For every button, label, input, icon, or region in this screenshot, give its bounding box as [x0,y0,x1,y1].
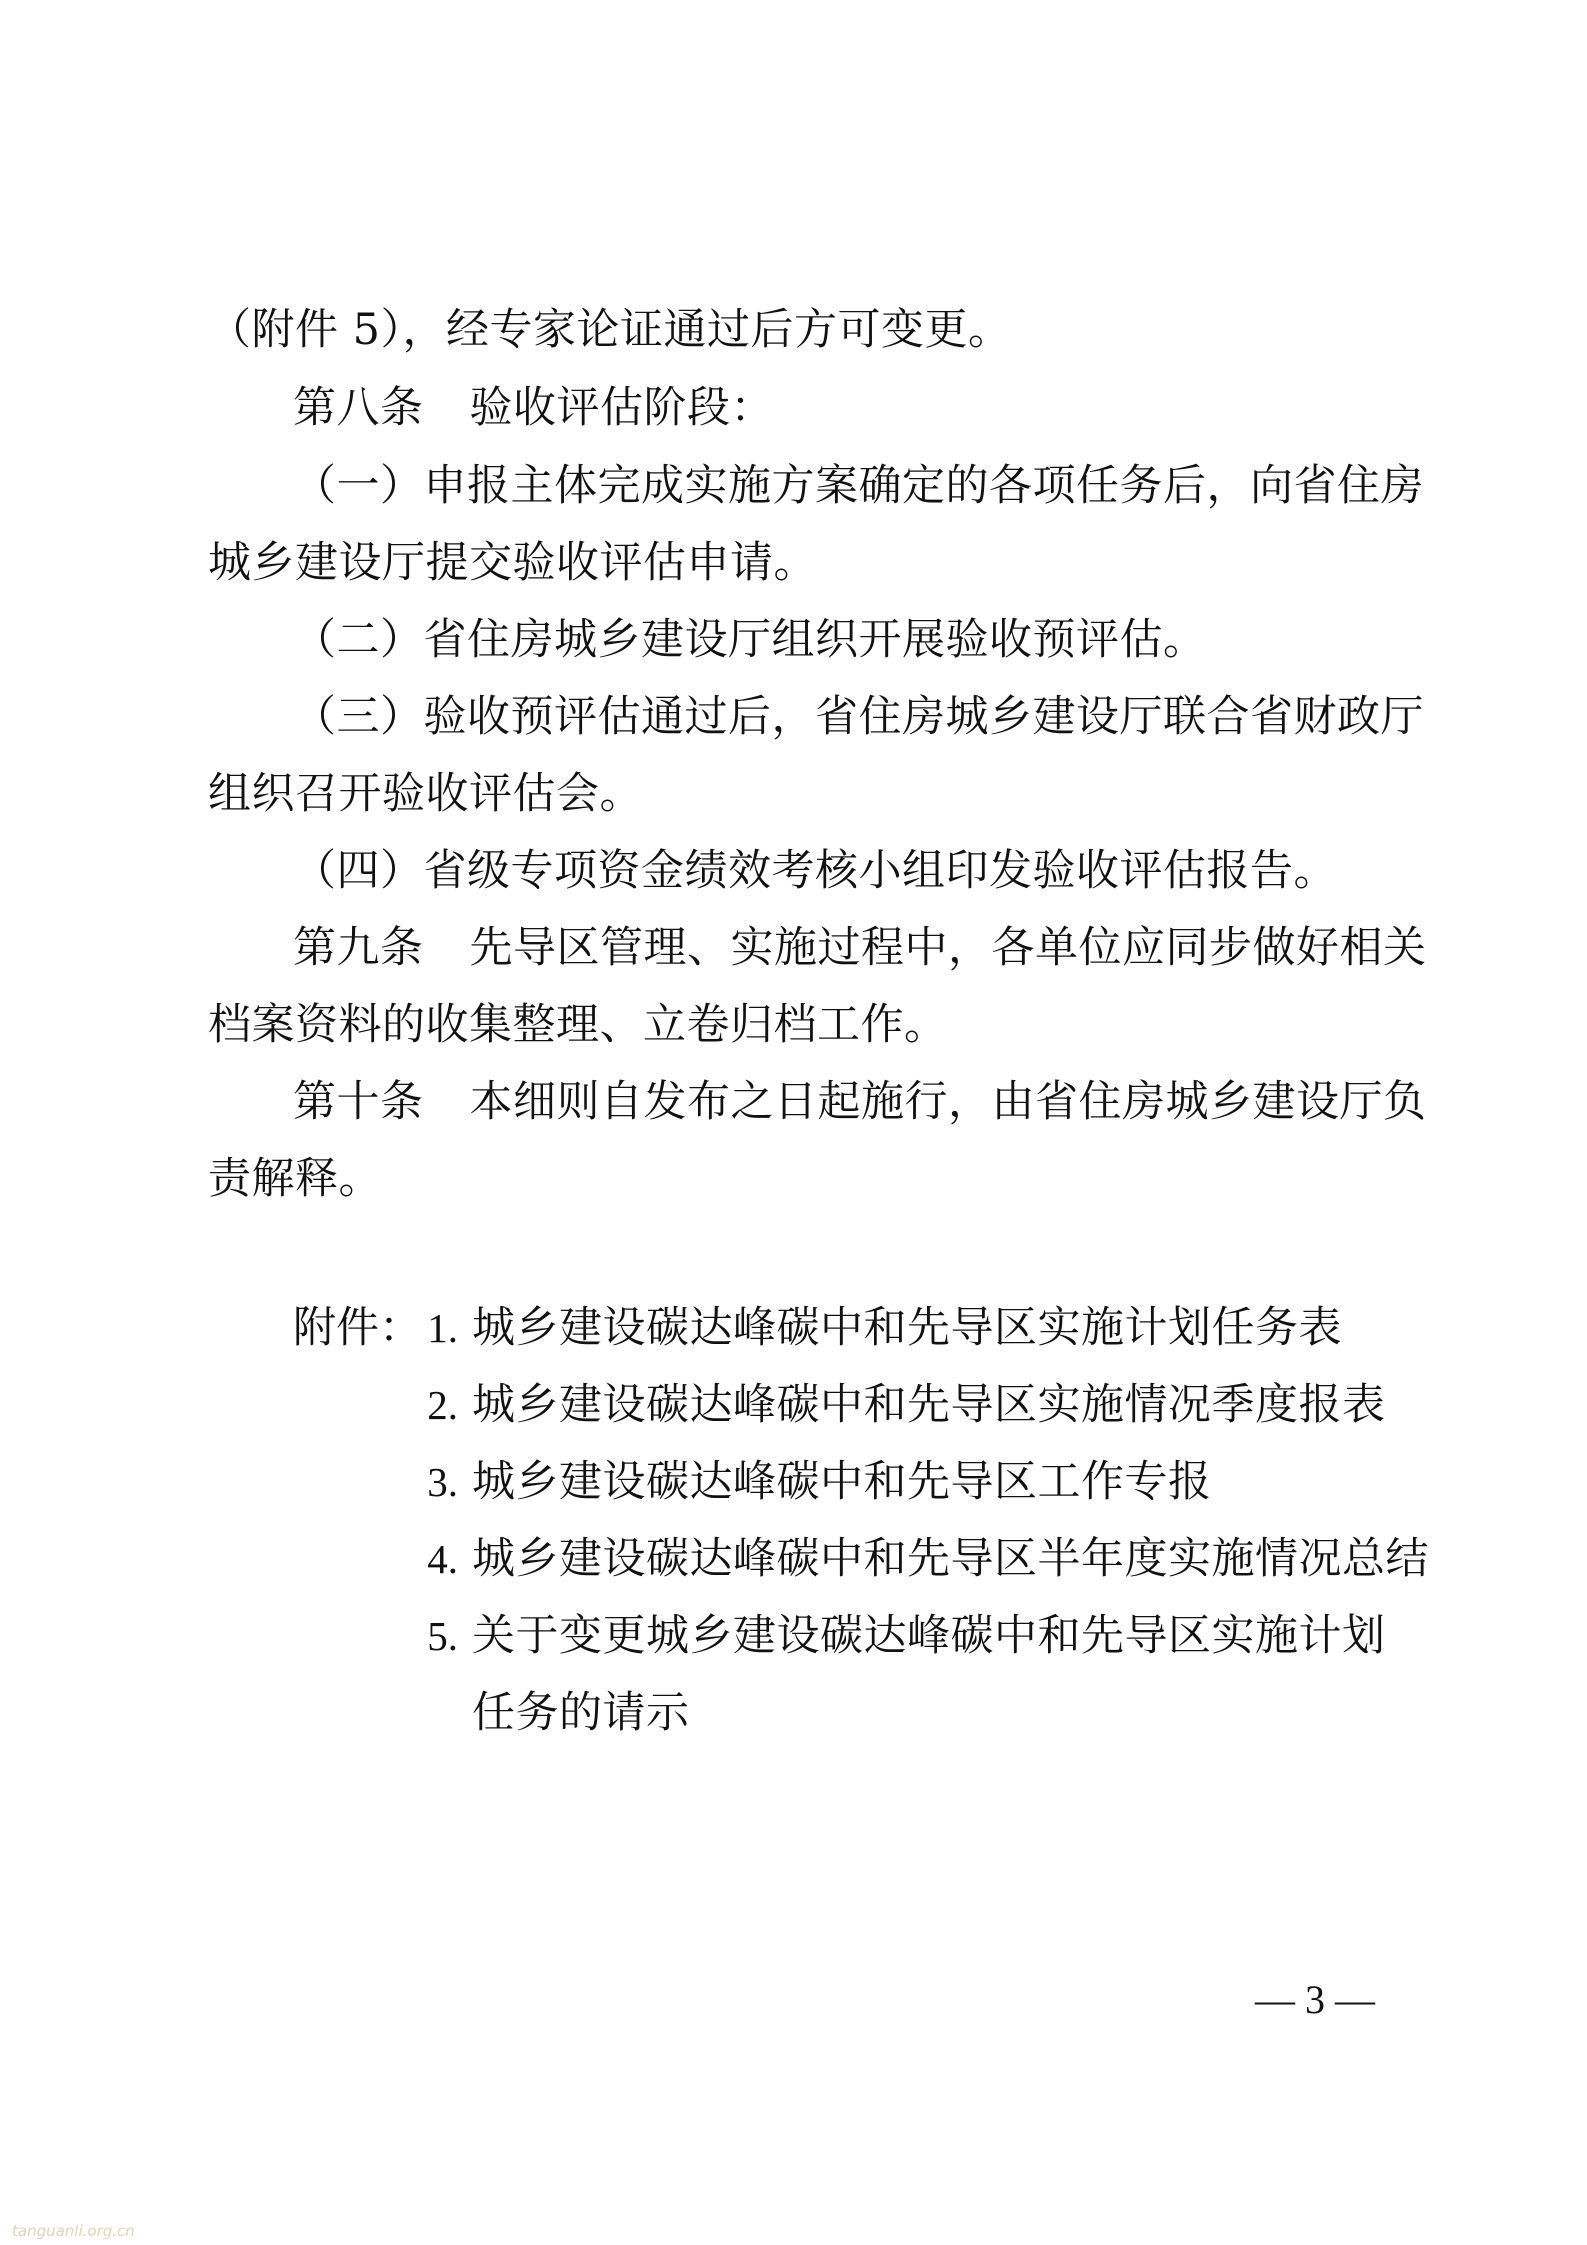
attachment-item-cont: 任务的请示 [472,1688,690,1738]
article-8-item-2: （二）省住房城乡建设厅组织开展验收预评估。 [293,615,1207,665]
article-8-heading [293,380,774,436]
article-8-item-4: （四）省级专项资金绩效考核小组印发验收评估报告。 [293,846,1337,896]
article-9-line-1 [293,920,1427,976]
article-10-line-2: 责解释。 [208,1154,382,1204]
attachment-item: 城乡建设碳达峰碳中和先导区实施计划任务表 [472,1303,1342,1353]
article-10-line-1 [293,1074,1427,1130]
article-8-label: 第八条 [293,383,424,433]
article-9-label: 第九条 [293,923,424,973]
continuation-text: （附件 5），经专家论证通过后方可变更。 [208,305,1012,355]
article-8-item-3-cont: 组织召开验收评估会。 [208,769,643,819]
attachment-item: 城乡建设碳达峰碳中和先导区工作专报 [472,1457,1212,1507]
article-8-item-1-cont: 城乡建设厅提交验收评估申请。 [208,538,817,588]
attachment-number: 4. [427,1536,458,1582]
attachments-label: 附件： [293,1303,422,1353]
article-10-label: 第十条 [293,1077,424,1127]
attachment-number: 1. [427,1305,458,1351]
attachment-item: 关于变更城乡建设碳达峰碳中和先导区实施计划 [472,1611,1386,1661]
article-10-text: 本细则自发布之日起施行，由省住房城乡建设厅负 [469,1077,1427,1127]
attachment-number: 3. [427,1459,458,1505]
page-number: — 3 — [1255,1977,1375,2022]
article-8-item-1: （一）申报主体完成实施方案确定的各项任务后，向省住房 [293,461,1424,511]
watermark: tanguanli.org.cn [12,2222,135,2240]
article-8-item-3: （三）验收预评估通过后，省住房城乡建设厅联合省财政厅 [293,692,1424,742]
article-9-line-2: 档案资料的收集整理、立卷归档工作。 [208,1000,948,1050]
attachment-item: 城乡建设碳达峰碳中和先导区实施情况季度报表 [472,1380,1386,1430]
article-9-text: 先导区管理、实施过程中，各单位应同步做好相关 [469,923,1427,973]
attachment-item: 城乡建设碳达峰碳中和先导区半年度实施情况总结 [472,1534,1429,1584]
attachment-number: 5. [427,1613,458,1659]
article-8-title: 验收评估阶段： [469,383,774,433]
attachment-number: 2. [427,1382,458,1428]
